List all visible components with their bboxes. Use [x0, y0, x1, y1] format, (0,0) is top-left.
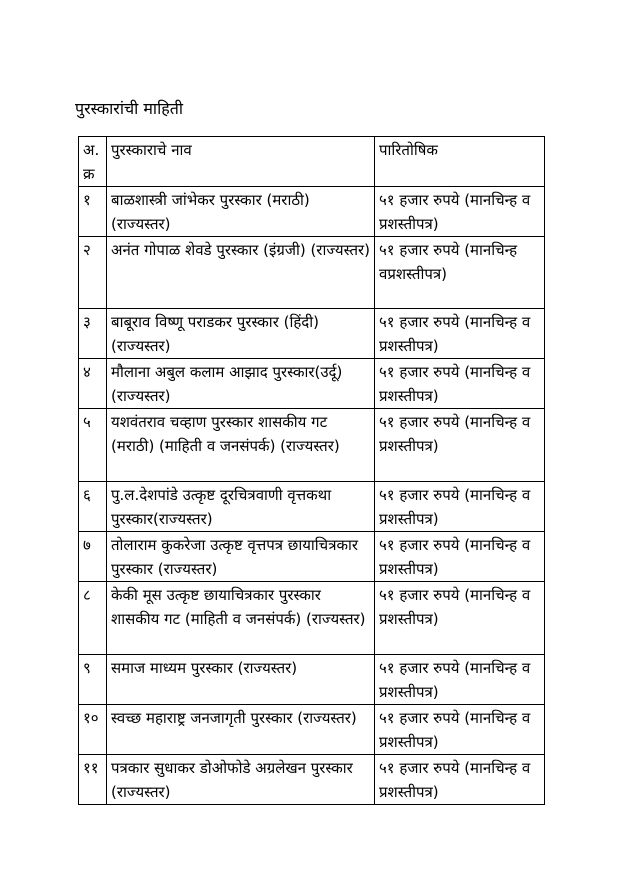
table-row	[79, 582, 545, 655]
award-name-cell: पु.ल.देशपांडे उत्कृष्ट दूरचित्रवाणी वृत्तकथा पुरस्कार(राज्यस्तर)	[107, 482, 375, 532]
serial-number-cell: ११	[79, 755, 107, 805]
award-name-cell: केकी मूस उत्कृष्ट छायाचित्रकार पुरस्कार शासकीय गट (माहिती व जनसंपर्क) (राज्यस्तर)	[107, 582, 375, 655]
prize-cell: ५१ हजार रुपये (मानचिन्ह वप्रशस्तीपत्र)	[375, 237, 545, 309]
prize-cell: ५१ हजार रुपये (मानचिन्ह व प्रशस्तीपत्र)	[375, 705, 545, 755]
header-serial-number: अ. क्र	[79, 137, 107, 187]
serial-number-cell: २	[79, 237, 107, 309]
award-name-cell: यशवंतराव चव्हाण पुरस्कार शासकीय गट (मराठी) (माहिती व जनसंपर्क) (राज्यस्तर)	[107, 409, 375, 482]
prize-cell: ५१ हजार रुपये (मानचिन्ह व प्रशस्तीपत्र)	[375, 359, 545, 409]
table-row	[79, 655, 545, 705]
table-row	[79, 705, 545, 755]
serial-number-cell: ३	[79, 309, 107, 359]
header-award-name: पुरस्काराचे नाव	[107, 137, 375, 187]
serial-number-cell: ७	[79, 532, 107, 582]
prize-cell: ५१ हजार रुपये (मानचिन्ह व प्रशस्तीपत्र)	[375, 755, 545, 805]
award-name-cell: मौलाना अबुल कलाम आझाद पुरस्कार(उर्दू) (राज्यस्तर)	[107, 359, 375, 409]
serial-number-cell: ५	[79, 409, 107, 482]
award-name-cell: पत्रकार सुधाकर डोओफोडे अग्रलेखन पुरस्कार (राज्यस्तर)	[107, 755, 375, 805]
serial-number-cell: ९	[79, 655, 107, 705]
table-row	[79, 532, 545, 582]
prize-cell: ५१ हजार रुपये (मानचिन्ह व प्रशस्तीपत्र)	[375, 655, 545, 705]
page-title: पुरस्कारांची माहिती	[75, 99, 183, 118]
serial-number-cell: ८	[79, 582, 107, 655]
prize-cell: ५१ हजार रुपये (मानचिन्ह व प्रशस्तीपत्र)	[375, 582, 545, 655]
award-name-cell: बाबूराव विष्णू पराडकर पुरस्कार (हिंदी) (राज्यस्तर)	[107, 309, 375, 359]
table-row	[79, 237, 545, 309]
table-row	[79, 482, 545, 532]
serial-number-cell: ६	[79, 482, 107, 532]
awards-table	[78, 136, 545, 805]
table-row	[79, 187, 545, 237]
award-name-cell: अनंत गोपाळ शेवडे पुरस्कार (इंग्रजी) (राज्यस्तर)	[107, 237, 375, 309]
award-name-cell: बाळशास्त्री जांभेकर पुरस्कार (मराठी) (राज्यस्तर)	[107, 187, 375, 237]
prize-cell: ५१ हजार रुपये (मानचिन्ह व प्रशस्तीपत्र)	[375, 187, 545, 237]
table-row	[79, 359, 545, 409]
award-name-cell: स्वच्छ महाराष्ट्र जनजागृती पुरस्कार (राज्यस्तर)	[107, 705, 375, 755]
table-header-row	[79, 137, 545, 187]
table-row	[79, 309, 545, 359]
serial-number-cell: ४	[79, 359, 107, 409]
prize-cell: ५१ हजार रुपये (मानचिन्ह व प्रशस्तीपत्र)	[375, 532, 545, 582]
prize-cell: ५१ हजार रुपये (मानचिन्ह व प्रशस्तीपत्र)	[375, 409, 545, 482]
header-prize: पारितोषिक	[375, 137, 545, 187]
serial-number-cell: १०	[79, 705, 107, 755]
prize-cell: ५१ हजार रुपये (मानचिन्ह व प्रशस्तीपत्र)	[375, 309, 545, 359]
table-row	[79, 755, 545, 805]
award-name-cell: समाज माध्यम पुरस्कार (राज्यस्तर)	[107, 655, 375, 705]
prize-cell: ५१ हजार रुपये (मानचिन्ह व प्रशस्तीपत्र)	[375, 482, 545, 532]
serial-number-cell: १	[79, 187, 107, 237]
table-row	[79, 409, 545, 482]
award-name-cell: तोलाराम कुकरेजा उत्कृष्ट वृत्तपत्र छायाचित्रकार पुरस्कार (राज्यस्तर)	[107, 532, 375, 582]
